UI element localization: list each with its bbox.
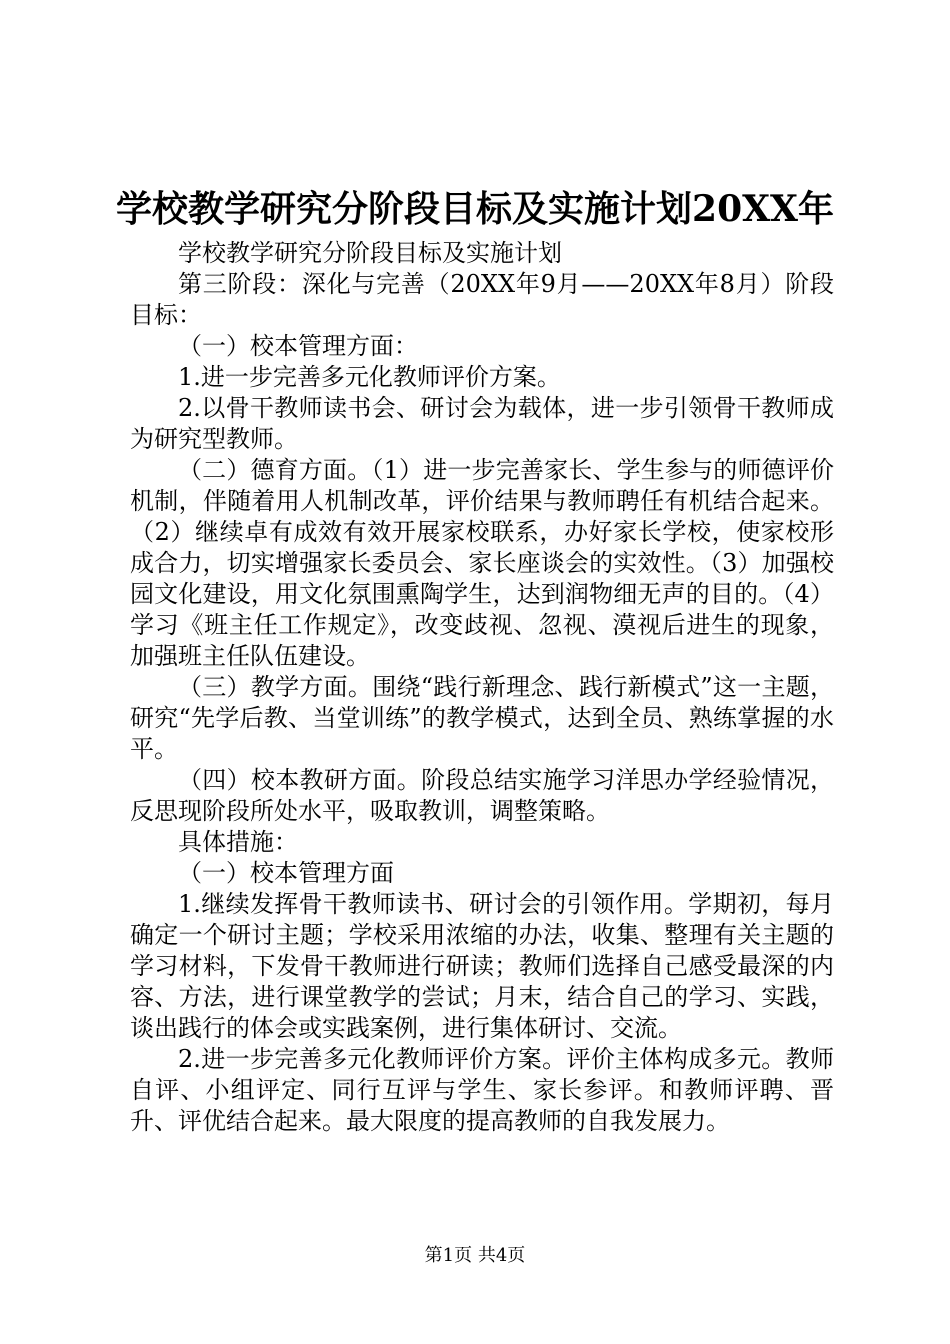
- document-title: 学校教学研究分阶段目标及实施计划20XX年: [116, 188, 834, 230]
- paragraph-measures-management-heading: （一）校本管理方面: [178, 859, 394, 887]
- paragraph-moral-education: （二）德育方面。（1）进一步完善家长、学生参与的师德评价机制，伴随着用人机制改革，评价结果与教师聘任有机结合起来。（2）继续卓有成效有效开展家校联系，办好家长学校，使家校形成合力，切实增强家长委员会、家长座谈会的实效性。（3）加强校园文化建设，用文化氛围熏陶学生，达到润物细无声的目的。（4）学习《班主任工作规定》，改变歧视、忽视、漠视后进生的现象，加强班主任队伍建设。: [130, 456, 834, 670]
- paragraph-teaching: （三）教学方面。围绕“践行新理念、践行新模式”这一主题，研究“先学后教、当堂训练”的教学模式，达到全员、熟练掌握的水平。: [130, 673, 834, 763]
- paragraph-school-management-heading: （一）校本管理方面：: [178, 332, 418, 360]
- paragraph-measures-heading: 具体措施：: [178, 828, 298, 856]
- paragraph-item-2: 2.以骨干教师读书会、研讨会为载体，进一步引领骨干教师成为研究型教师。: [130, 394, 834, 453]
- page-footer: 第1页 共4页: [424, 1245, 526, 1266]
- document-body: [130, 238, 834, 1137]
- paragraph-stage-goal: 第三阶段：深化与完善（20XX年9月——20XX年8月）阶段目标：: [130, 270, 834, 329]
- paragraph-measure-2: 2.进一步完善多元化教师评价方案。评价主体构成多元。教师自评、小组评定、同行互评与学生、家长参评。和教师评聘、晋升、评优结合起来。最大限度的提高教师的自我发展力。: [130, 1045, 834, 1135]
- paragraph-measure-1: 1.继续发挥骨干教师读书、研讨会的引领作用。学期初，每月确定一个研讨主题；学校采用浓缩的办法，收集、整理有关主题的学习材料，下发骨干教师进行研读；教师们选择自己感受最深的内容、方法，进行课堂教学的尝试；月末，结合自己的学习、实践，谈出践行的体会或实践案例，进行集体研讨、交流。: [130, 890, 834, 1042]
- paragraph-item-1: 1.进一步完善多元化教师评价方案。: [178, 363, 561, 391]
- paragraph-school-research: （四）校本教研方面。阶段总结实施学习洋思办学经验情况，反思现阶段所处水平，吸取教训，调整策略。: [130, 766, 834, 825]
- paragraph-subtitle: 学校教学研究分阶段目标及实施计划: [178, 239, 562, 267]
